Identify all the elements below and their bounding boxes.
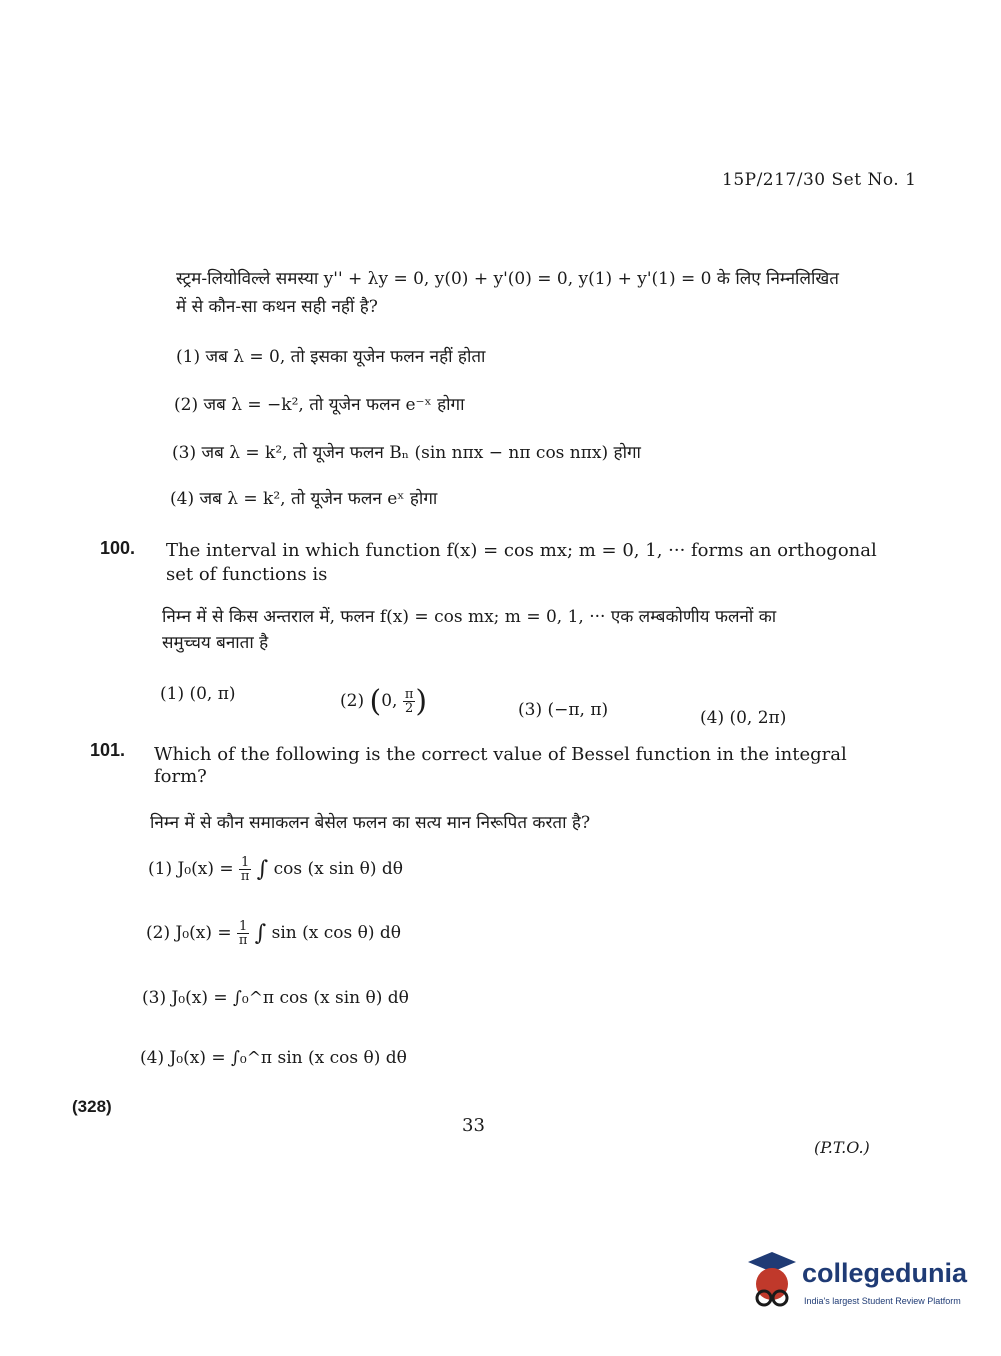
q99-hindi-line1: स्ट्रम-लियोविल्ले समस्या y'' + λy = 0, y(0) + y'(0) = 0, y(1) + y'(1) = 0 के लिए निम्नलिखित — [176, 269, 839, 289]
q100-option-2-label: (2) — [340, 691, 365, 711]
q100-en-line2: set of functions is — [166, 564, 328, 585]
q99-option-1: (1) जब λ = 0, तो इसका यूजेन फलन नहीं होता — [176, 347, 486, 367]
footer-code: (328) — [72, 1097, 112, 1116]
pto-label: (P.T.O.) — [814, 1138, 870, 1157]
q100-option-1: (1) (0, π) — [160, 684, 236, 704]
q100-number: 100. — [100, 538, 136, 558]
paper-code: 15P/217/30 Set No. 1 — [722, 170, 917, 190]
q100-option-2: (2) (0, $\frac{\pi}{2}$ ) — [340, 684, 428, 719]
q101-option-1: (1) J₀(x) = $\frac{1}{\pi}$ ∫ cos (x sin θ) dθ — [148, 855, 404, 884]
collegedunia-logo — [742, 1250, 972, 1320]
q101-number: 101. — [90, 740, 126, 760]
q100-option-2-left: 0, — [381, 691, 398, 711]
q101-option-3: (3) J₀(x) = ∫₀^π cos (x sin θ) dθ — [142, 988, 409, 1008]
q101-en-line1: Which of the following is the correct value of Bessel function in the integral — [154, 744, 847, 765]
q99-hindi-line2: में से कौन-सा कथन सही नहीं है? — [176, 297, 378, 317]
q100-option-3: (3) (−π, π) — [518, 700, 609, 720]
q100-option-4: (4) (0, 2π) — [700, 708, 787, 728]
integral-symbol: ∫ — [256, 857, 269, 882]
q100-hi-line1: निम्न में से किस अन्तराल में, फलन f(x) = cos mx; m = 0, 1, ··· एक लम्बकोणीय फलनों का — [162, 607, 777, 627]
logo-name: collegedunia — [802, 1258, 968, 1288]
integral-symbol: ∫ — [254, 921, 267, 946]
q101-en-line2: form? — [154, 766, 207, 787]
mascot-icon — [742, 1250, 800, 1316]
q101-option-1-fraction: $\frac{1}{\pi}$ — [240, 855, 250, 884]
q100-en-line1: The interval in which function f(x) = cos mx; m = 0, 1, ··· forms an orthogonal — [166, 540, 877, 561]
q99-option-3: (3) जब λ = k², तो यूजेन फलन Bₙ (sin nπx − nπ cos nπx) होगा — [172, 443, 641, 463]
page-number: 33 — [462, 1115, 485, 1136]
q99-option-2: (2) जब λ = −k², तो यूजेन फलन e⁻ˣ होगा — [174, 395, 465, 415]
q101-option-2: (2) J₀(x) = $\frac{1}{\pi}$ ∫ sin (x cos θ) dθ — [146, 919, 402, 948]
q100-hi-line2: समुच्चय बनाता है — [162, 633, 269, 653]
q99-option-4: (4) जब λ = k², तो यूजेन फलन eˣ होगा — [170, 489, 438, 509]
q101-option-2-fraction: $\frac{1}{\pi}$ — [238, 919, 248, 948]
logo-tagline: India's largest Student Review Platform — [804, 1296, 961, 1306]
q100-option-2-fraction: $\frac{\pi}{2}$ — [404, 687, 414, 716]
q101-hi-line1: निम्न में से कौन समाकलन बेसेल फलन का सत्य मान निरूपित करता है? — [150, 813, 591, 833]
q101-option-4: (4) J₀(x) = ∫₀^π sin (x cos θ) dθ — [140, 1048, 407, 1068]
